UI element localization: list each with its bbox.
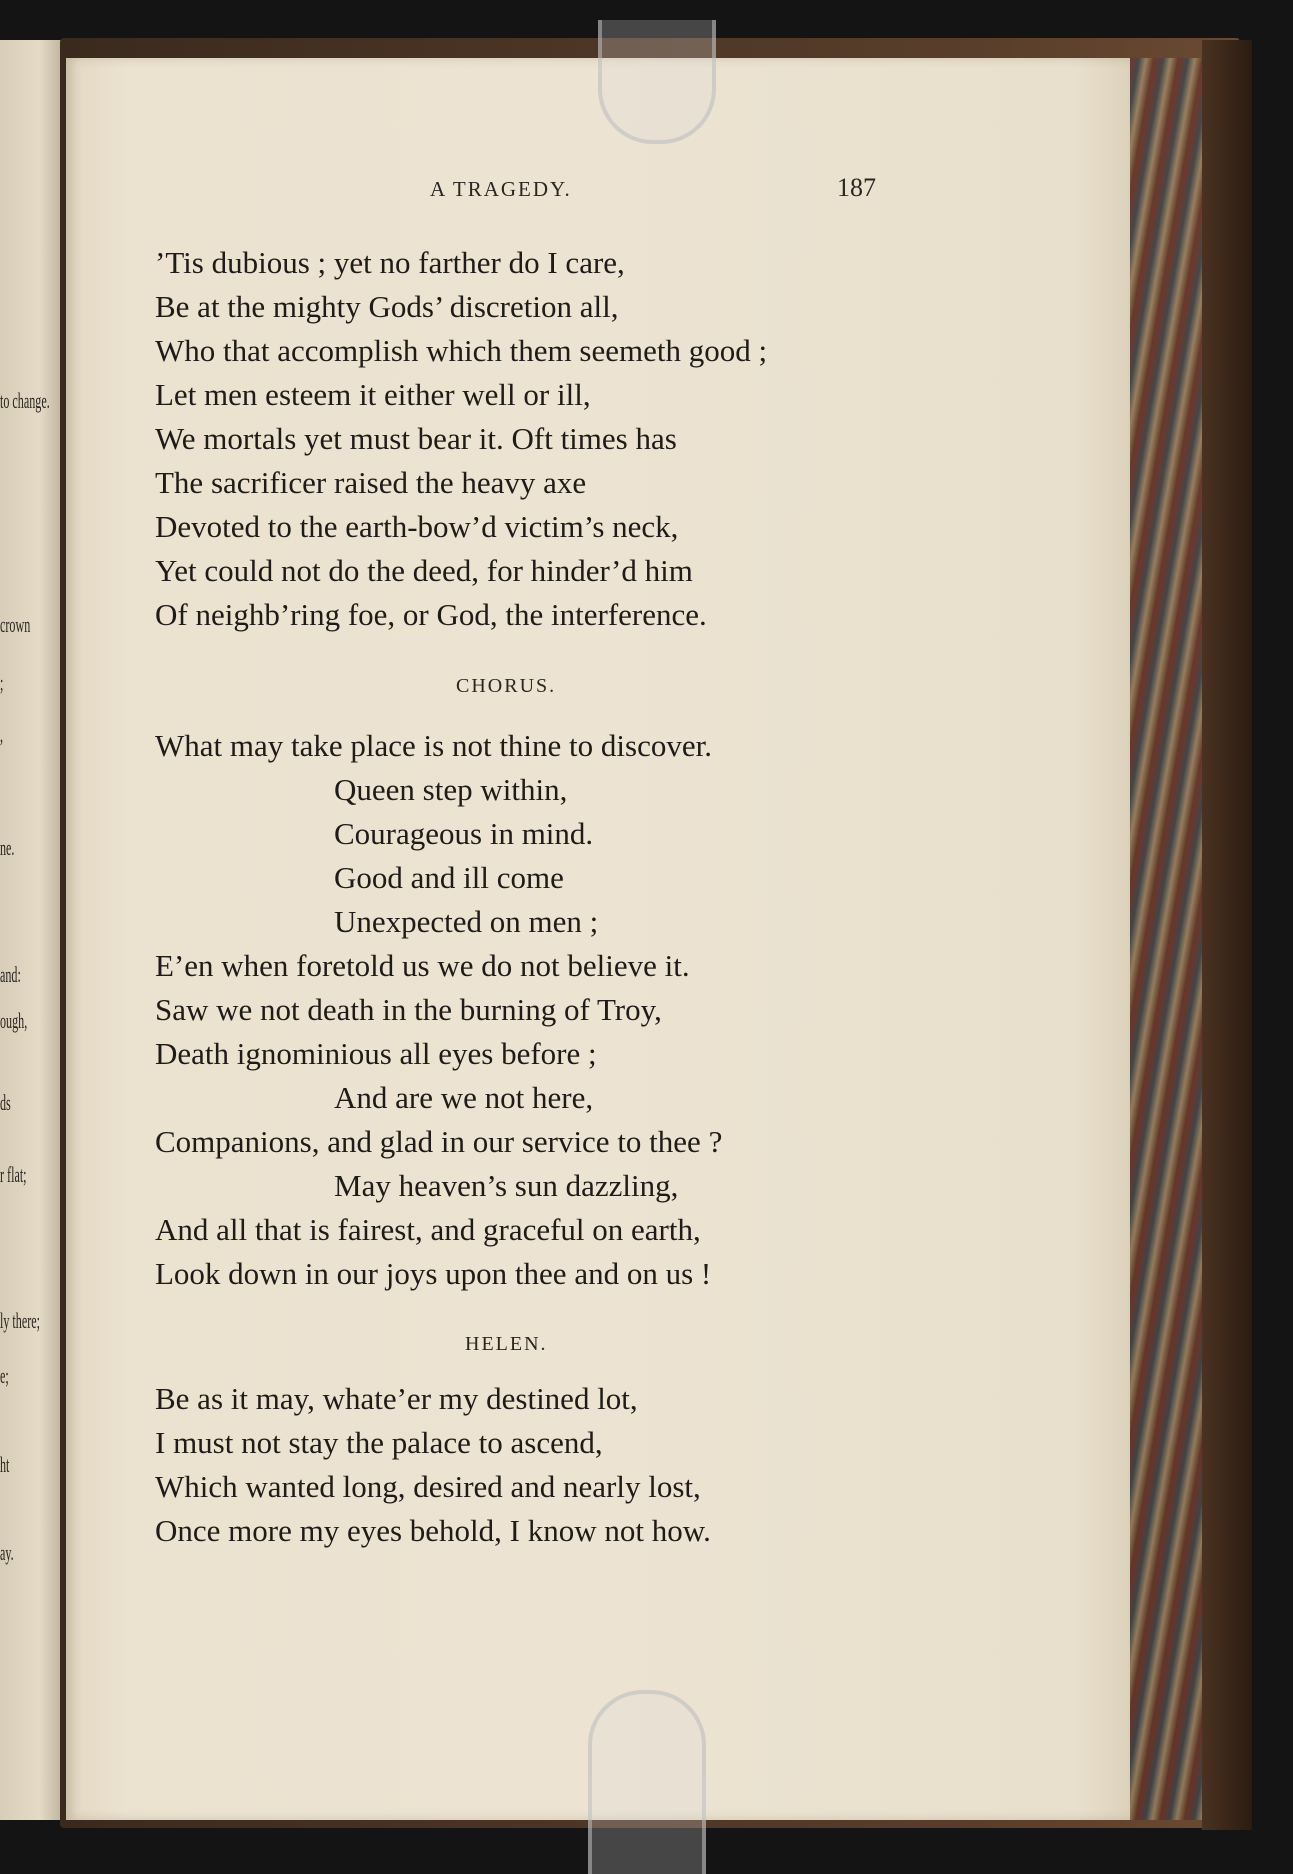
verse-line: And are we not here, — [334, 1080, 594, 1115]
verse-line: Death ignominious all eyes before ; — [155, 1036, 597, 1071]
verse-line: Saw we not death in the burning of Troy, — [155, 992, 662, 1027]
speaker-label-chorus: CHORUS. — [456, 675, 557, 697]
facing-page-fragment: to change. — [0, 388, 50, 413]
page-clip-bottom — [588, 1690, 706, 1874]
verse-line: May heaven’s sun dazzling, — [334, 1168, 679, 1203]
facing-page-fragment: ay. — [0, 1540, 14, 1565]
verse-line: The sacrificer raised the heavy axe — [155, 465, 587, 500]
verse-line: Devoted to the earth-bow’d victim’s neck, — [155, 509, 679, 544]
verse-line: Courageous in mind. — [334, 816, 594, 851]
verse-line: Queen step within, — [334, 772, 568, 807]
verse-line: What may take place is not thine to discover. — [155, 728, 712, 763]
verse-line: Unexpected on men ; — [334, 904, 599, 939]
speaker-label-helen: HELEN. — [465, 1333, 548, 1355]
book-spine-edge — [1202, 40, 1252, 1830]
verse-line: And all that is fairest, and graceful on earth, — [155, 1212, 701, 1247]
facing-page-fragment: , — [0, 722, 4, 747]
facing-page-fragment: ough, — [0, 1008, 28, 1033]
verse-line: ’Tis dubious ; yet no farther do I care, — [155, 245, 625, 280]
verse-line: Yet could not do the deed, for hinder’d him — [155, 553, 693, 588]
verse-line: Let men esteem it either well or ill, — [155, 377, 591, 412]
facing-page-fragment: ; — [0, 670, 4, 695]
facing-page-fragment: crown — [0, 612, 31, 637]
verse-line: Look down in our joys upon thee and on us ! — [155, 1256, 712, 1291]
facing-page-fragment: ne. — [0, 835, 15, 860]
facing-page-fragment: r flat; — [0, 1162, 27, 1187]
facing-page-edge — [0, 40, 66, 1820]
verse-line: We mortals yet must bear it. Oft times has — [155, 421, 677, 456]
verse-line: Be at the mighty Gods’ discretion all, — [155, 289, 619, 324]
facing-page-fragment: ly there; — [0, 1308, 40, 1333]
verse-line: E’en when foretold us we do not believe it. — [155, 948, 690, 983]
marbled-page-edge — [1130, 58, 1202, 1820]
facing-page-fragment: ds — [0, 1090, 11, 1115]
verse-line: Be as it may, whate’er my destined lot, — [155, 1381, 638, 1416]
facing-page-fragment: and: — [0, 962, 21, 987]
verse-line: Which wanted long, desired and nearly lost, — [155, 1469, 701, 1504]
verse-line: I must not stay the palace to ascend, — [155, 1425, 603, 1460]
facing-page-fragment: e; — [0, 1363, 9, 1388]
running-head: A TRAGEDY. — [430, 177, 572, 201]
verse-line: Good and ill come — [334, 860, 564, 895]
verse-line: Once more my eyes behold, I know not how. — [155, 1513, 711, 1548]
verse-line: Companions, and glad in our service to thee ? — [155, 1124, 723, 1159]
verse-line: Who that accomplish which them seemeth good ; — [155, 333, 768, 368]
facing-page-fragment: ht — [0, 1452, 10, 1477]
verse-line: Of neighb’ring foe, or God, the interference. — [155, 597, 707, 632]
page-number: 187 — [837, 173, 876, 202]
page-clip-top — [598, 20, 716, 144]
